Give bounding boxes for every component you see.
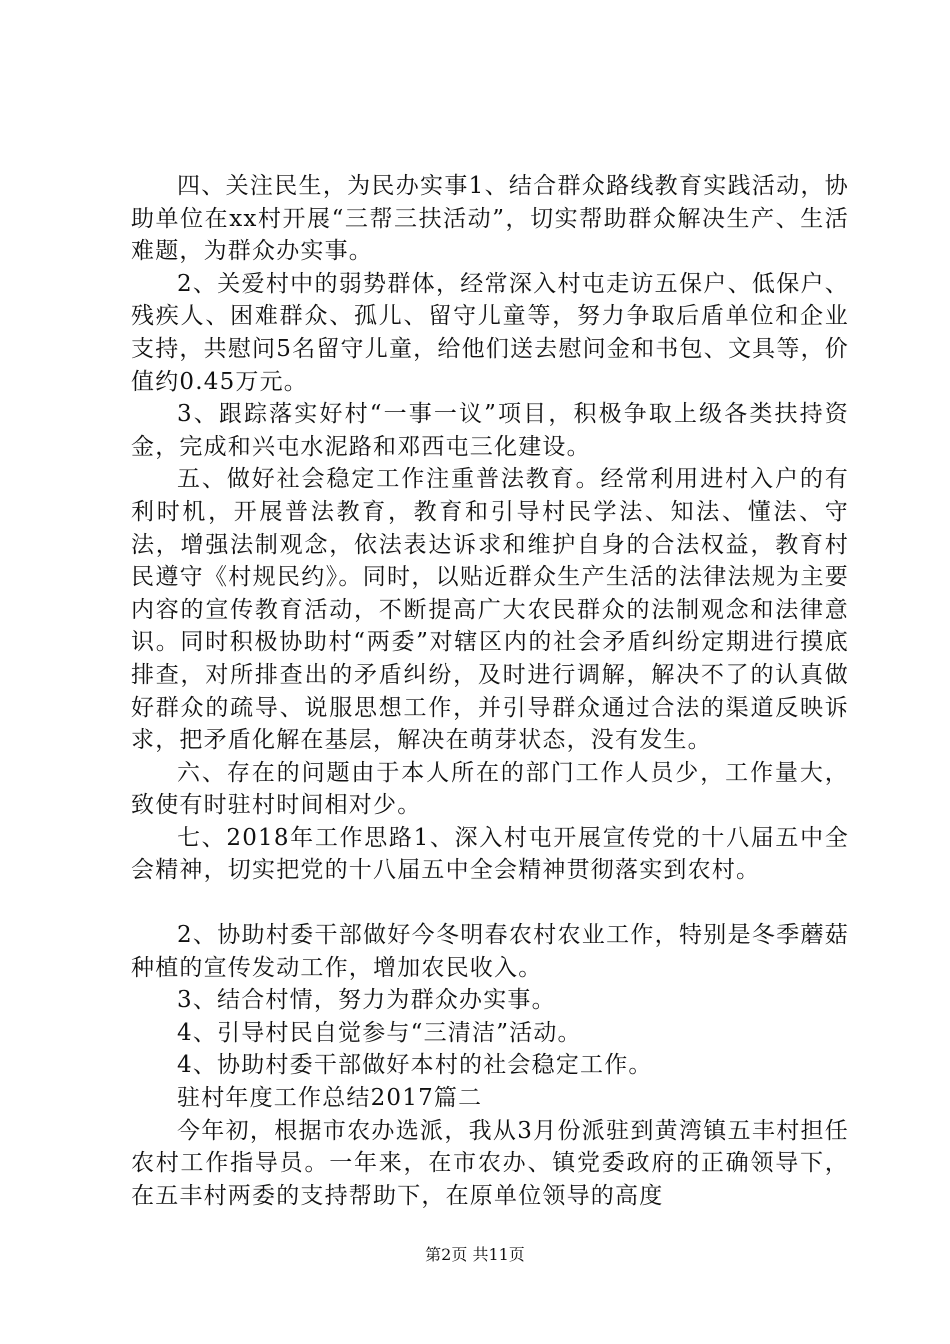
paragraph-1: 四、关注民生，为民办实事1、结合群众路线教育实践活动，协助单位在xx村开展“三帮三扶活动”，切实帮助群众解决生产、生活难题，为群众办实事。 — [131, 173, 849, 265]
paragraph-4: 五、做好社会稳定工作注重普法教育。经常利用进村入户的有利时机，开展普法教育，教育和引导村民学法、知法、懂法、守法，增强法制观念，依法表达诉求和维护自身的合法权益，教育村民遵守《村规民约》。同时，以贴近群众生产生活的法律法规为主要内容的宣传教育活动，不断提高广大农民群众的法制观念和法律意识。同时积极协助村“两委”对辖区内的社会矛盾纠纷定期进行摸底排查，对所排查出的矛盾纠纷，及时进行调解，解决不了的认真做好群众的疏导、说服思想工作，并引导群众通过合法的渠道反映诉求，把矛盾化解在基层，解决在萌芽状态，没有发生。 — [131, 466, 849, 754]
paragraph-3: 3、跟踪落实好村“一事一议”项目，积极争取上级各类扶持资金，完成和兴屯水泥路和邓西屯三化建设。 — [131, 401, 849, 460]
paragraph-11: 今年初，根据市农办选派，我从3月份派驻到黄湾镇五丰村担任农村工作指导员。一年来，在市农办、镇党委政府的正确领导下，在五丰村两委的支持帮助下，在原单位领导的高度 — [131, 1117, 849, 1209]
paragraph-2: 2、关爱村中的弱势群体，经常深入村屯走访五保户、低保户、残疾人、困难群众、孤儿、留守儿童等，努力争取后盾单位和企业支持，共慰问5名留守儿童，给他们送去慰问金和书包、文具等，价值约0.45万元。 — [131, 270, 849, 395]
paragraph-10: 4、协助村委干部做好本村的社会稳定工作。 — [177, 1052, 653, 1079]
paragraph-spacer — [131, 887, 849, 919]
paragraph-6: 七、2018年工作思路1、深入村屯开展宣传党的十八届五中全会精神，切实把党的十八届五中全会精神贯彻落实到农村。 — [131, 824, 849, 884]
paragraph-5: 六、存在的问题由于本人所在的部门工作人员少，工作量大，致使有时驻村时间相对少。 — [131, 759, 849, 819]
page-number-footer: 第2页 共11页 — [425, 1245, 525, 1264]
paragraph-8: 3、结合村情，努力为群众办实事。 — [177, 987, 556, 1014]
paragraph-9: 4、引导村民自觉参与“三清洁”活动。 — [177, 1019, 582, 1046]
document-body — [131, 170, 849, 1212]
paragraph-7: 2、协助村委干部做好今冬明春农村农业工作，特别是冬季蘑菇种植的宣传发动工作，增加农民收入。 — [131, 922, 849, 981]
section-heading: 驻村年度工作总结2017篇二 — [177, 1085, 483, 1112]
